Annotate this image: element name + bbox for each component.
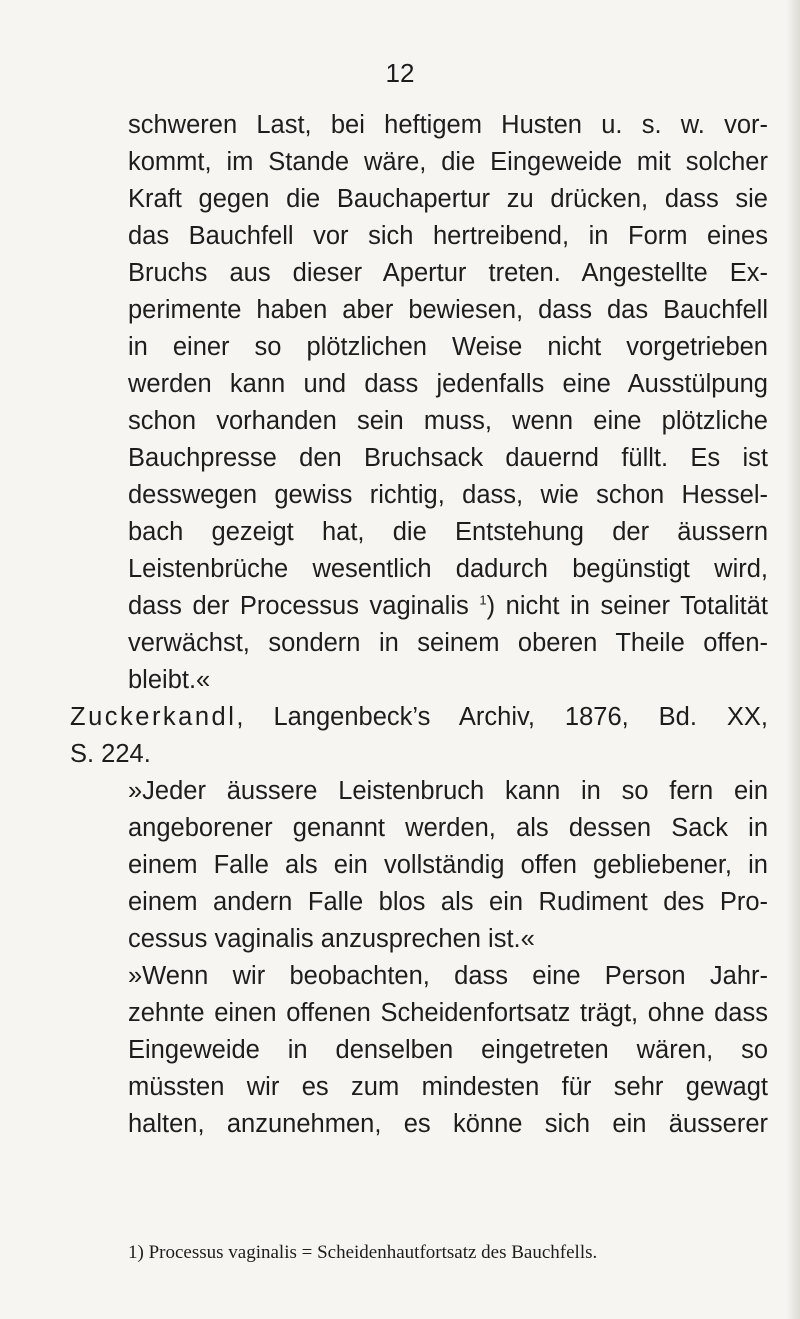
text-line: einem andern Falle blos als ein Rudiment des Pro- <box>128 888 768 916</box>
text-line: desswegen gewiss richtig, dass, wie schon Hessel- <box>128 481 768 509</box>
page-edge-shadow <box>786 0 800 1319</box>
text-line: müssten wir es zum mindesten für sehr gewagt <box>128 1073 768 1101</box>
citation-line <box>70 698 768 736</box>
text-line: halten, anzunehmen, es könne sich ein äusserer <box>128 1110 768 1138</box>
text-line: Leistenbrüche wesentlich dadurch begünstigt wird, <box>128 555 768 583</box>
footnote-reference: 1 <box>479 592 487 608</box>
text-line: schweren Last, bei heftigem Husten u. s. w. vor- <box>128 111 768 139</box>
text-segment: dass der Processus vaginalis <box>128 592 480 620</box>
text-line: schon vorhanden sein muss, wenn eine plötzliche <box>128 407 768 435</box>
text-line-with-footnote-ref <box>128 587 768 625</box>
text-line: einem Falle als ein vollständig offen gebliebener, in <box>128 851 768 879</box>
text-line: »Wenn wir beobachten, dass eine Person Jahr- <box>128 962 768 990</box>
text-segment: ) nicht in seiner Totalität <box>486 592 768 620</box>
text-line: »Jeder äussere Leistenbruch kann in so fern ein <box>128 777 768 805</box>
citation-author: Zuckerkandl <box>70 703 237 731</box>
text-line: das Bauchfell vor sich hertreibend, in Form eines <box>128 222 768 250</box>
text-line: perimente haben aber bewiesen, dass das Bauchfell <box>128 296 768 324</box>
text-line: kommt, im Stande wäre, die Eingeweide mit solcher <box>128 148 768 176</box>
text-line: S. 224. <box>70 740 151 768</box>
text-line: Bauchpresse den Bruchsack dauernd füllt. Es ist <box>128 444 768 472</box>
text-line: bach gezeigt hat, die Entstehung der äussern <box>128 518 768 546</box>
text-line: angeborener genannt werden, als dessen Sack in <box>128 814 768 842</box>
text-line: cessus vaginalis anzusprechen ist.« <box>128 925 535 953</box>
text-line: zehnte einen offenen Scheidenfortsatz trägt, ohne dass <box>128 999 768 1027</box>
citation-source: , Langenbeck’s Archiv, 1876, Bd. XX, <box>236 703 768 731</box>
text-line: werden kann und dass jedenfalls eine Ausstülpung <box>128 370 768 398</box>
text-line: verwächst, sondern in seinem oberen Theile offen- <box>128 629 768 657</box>
page-number: 12 <box>385 58 415 88</box>
footnote: 1) Processus vaginalis = Scheidenhautfortsatz des Bauchfells. <box>128 1242 598 1263</box>
text-line: Eingeweide in denselben eingetreten wären, so <box>128 1036 768 1064</box>
text-line: in einer so plötzlichen Weise nicht vorgetrieben <box>128 333 768 361</box>
text-line: Bruchs aus dieser Apertur treten. Angestellte Ex- <box>128 259 768 287</box>
text-line: Kraft gegen die Bauchapertur zu drücken, dass sie <box>128 185 768 213</box>
text-line: bleibt.« <box>128 666 211 694</box>
